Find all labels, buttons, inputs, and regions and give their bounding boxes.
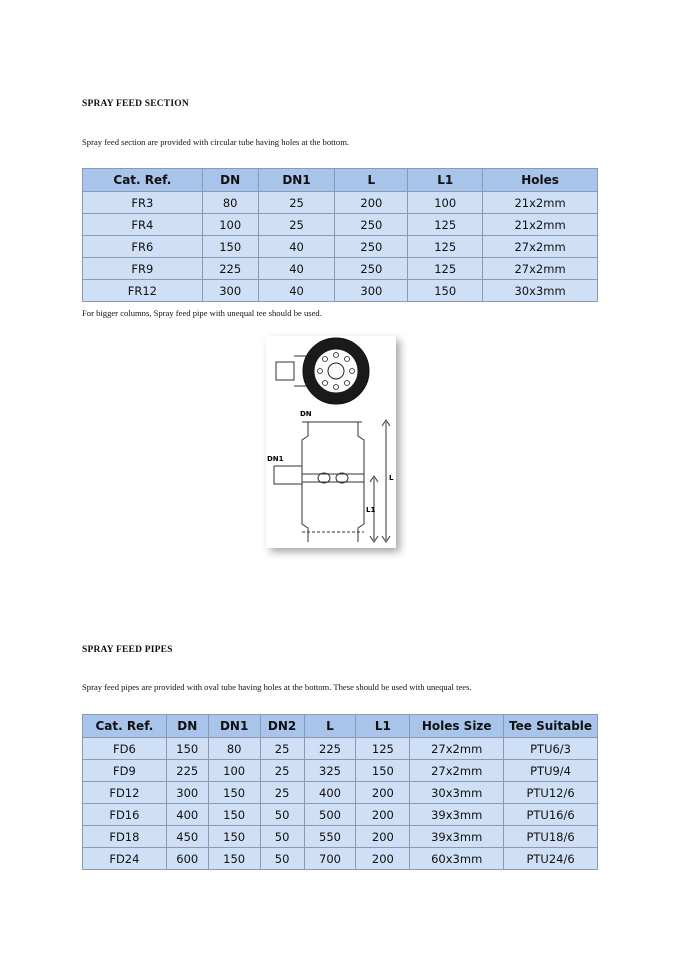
- table-cell: 150: [208, 782, 260, 804]
- table-cell: FR9: [83, 258, 203, 280]
- table-cell: PTU12/6: [504, 782, 598, 804]
- table-cell: 400: [304, 782, 356, 804]
- column-header: DN: [166, 715, 208, 738]
- table-cell: FR6: [83, 236, 203, 258]
- table-header-row: [83, 715, 598, 738]
- table-cell: 27x2mm: [483, 258, 598, 280]
- table-cell: PTU24/6: [504, 848, 598, 870]
- table-row: [83, 214, 598, 236]
- table-cell: 80: [208, 738, 260, 760]
- table-cell: FR12: [83, 280, 203, 302]
- table-cell: FD18: [83, 826, 167, 848]
- table-cell: 150: [356, 760, 410, 782]
- table-cell: PTU16/6: [504, 804, 598, 826]
- table-cell: 500: [304, 804, 356, 826]
- table-row: [83, 192, 598, 214]
- table-cell: 39x3mm: [410, 826, 504, 848]
- table-row: [83, 236, 598, 258]
- table-cell: 225: [304, 738, 356, 760]
- table-cell: PTU9/4: [504, 760, 598, 782]
- table-cell: 225: [202, 258, 258, 280]
- table-cell: FD12: [83, 782, 167, 804]
- table-cell: 25: [258, 214, 335, 236]
- label-dn1: DN1: [267, 455, 284, 463]
- bigger-columns-note: For bigger columns, Spray feed pipe with unequal tee should be used.: [82, 308, 322, 318]
- table-row: [83, 760, 598, 782]
- table-cell: 27x2mm: [410, 760, 504, 782]
- table-cell: 150: [408, 280, 483, 302]
- table-row: [83, 826, 598, 848]
- table-cell: FD16: [83, 804, 167, 826]
- table-row: [83, 258, 598, 280]
- column-header: Holes Size: [410, 715, 504, 738]
- table-cell: FR4: [83, 214, 203, 236]
- table-cell: 25: [260, 760, 304, 782]
- table-cell: PTU18/6: [504, 826, 598, 848]
- table-cell: 25: [260, 738, 304, 760]
- table-cell: 125: [356, 738, 410, 760]
- column-header: Tee Suitable: [504, 715, 598, 738]
- label-l1: L1: [366, 506, 376, 514]
- table-row: [83, 280, 598, 302]
- table-cell: 200: [356, 826, 410, 848]
- column-header: Cat. Ref.: [83, 715, 167, 738]
- table-cell: 50: [260, 848, 304, 870]
- table-cell: 200: [356, 848, 410, 870]
- table-cell: 550: [304, 826, 356, 848]
- spray-feed-section-heading: SPRAY FEED SECTION: [82, 99, 189, 109]
- side-view: [274, 420, 390, 542]
- table-cell: 125: [408, 236, 483, 258]
- spray-feed-pipes-intro: Spray feed pipes are provided with oval tube having holes at the bottom. These should be used with unequal tees.: [82, 682, 472, 692]
- table-cell: FD24: [83, 848, 167, 870]
- table-cell: 39x3mm: [410, 804, 504, 826]
- table-cell: 200: [356, 804, 410, 826]
- table-cell: 60x3mm: [410, 848, 504, 870]
- table-cell: 250: [335, 236, 408, 258]
- table-row: [83, 804, 598, 826]
- table-cell: 50: [260, 804, 304, 826]
- table-cell: 100: [208, 760, 260, 782]
- table-cell: 600: [166, 848, 208, 870]
- table-cell: 125: [408, 214, 483, 236]
- spray-feed-section-intro: Spray feed section are provided with circular tube having holes at the bottom.: [82, 137, 350, 147]
- table-cell: 450: [166, 826, 208, 848]
- table-cell: 30x3mm: [410, 782, 504, 804]
- table-cell: 400: [166, 804, 208, 826]
- table-cell: 200: [335, 192, 408, 214]
- table-cell: FR3: [83, 192, 203, 214]
- table-cell: 40: [258, 280, 335, 302]
- table-cell: 325: [304, 760, 356, 782]
- table-cell: PTU6/3: [504, 738, 598, 760]
- table-header-row: [83, 169, 598, 192]
- table-cell: 300: [202, 280, 258, 302]
- table-cell: 250: [335, 258, 408, 280]
- spray-feed-pipes-heading: SPRAY FEED PIPES: [82, 645, 173, 655]
- table-cell: 300: [166, 782, 208, 804]
- column-header: Cat. Ref.: [83, 169, 203, 192]
- table-cell: 150: [208, 826, 260, 848]
- table-cell: 150: [166, 738, 208, 760]
- table-cell: 21x2mm: [483, 214, 598, 236]
- column-header: DN: [202, 169, 258, 192]
- top-view: [276, 338, 369, 404]
- table-cell: 700: [304, 848, 356, 870]
- table-cell: 21x2mm: [483, 192, 598, 214]
- table-cell: 25: [258, 192, 335, 214]
- spray-feed-tee-drawing: [266, 336, 396, 548]
- table-row: [83, 848, 598, 870]
- column-header: DN2: [260, 715, 304, 738]
- table-cell: 25: [260, 782, 304, 804]
- table-cell: 225: [166, 760, 208, 782]
- column-header: L: [304, 715, 356, 738]
- spray-feed-pipes-table: [82, 714, 598, 870]
- table-cell: 80: [202, 192, 258, 214]
- table-cell: 27x2mm: [410, 738, 504, 760]
- table-cell: 30x3mm: [483, 280, 598, 302]
- table-cell: 125: [408, 258, 483, 280]
- table-cell: 100: [202, 214, 258, 236]
- table-cell: 27x2mm: [483, 236, 598, 258]
- column-header: L1: [356, 715, 410, 738]
- table-cell: 250: [335, 214, 408, 236]
- column-header: L: [335, 169, 408, 192]
- table-cell: 100: [408, 192, 483, 214]
- table-cell: 200: [356, 782, 410, 804]
- table-cell: FD9: [83, 760, 167, 782]
- spray-feed-section-table: [82, 168, 598, 302]
- table-row: [83, 738, 598, 760]
- table-cell: 50: [260, 826, 304, 848]
- table-row: [83, 782, 598, 804]
- column-header: DN1: [258, 169, 335, 192]
- label-l: L: [389, 474, 394, 482]
- label-dn: DN: [300, 410, 312, 418]
- table-cell: 40: [258, 258, 335, 280]
- table-cell: 40: [258, 236, 335, 258]
- table-cell: 300: [335, 280, 408, 302]
- table-cell: 150: [202, 236, 258, 258]
- column-header: Holes: [483, 169, 598, 192]
- column-header: DN1: [208, 715, 260, 738]
- tee-diagram-svg: [266, 336, 396, 548]
- table-cell: 150: [208, 804, 260, 826]
- table-cell: FD6: [83, 738, 167, 760]
- column-header: L1: [408, 169, 483, 192]
- table-cell: 150: [208, 848, 260, 870]
